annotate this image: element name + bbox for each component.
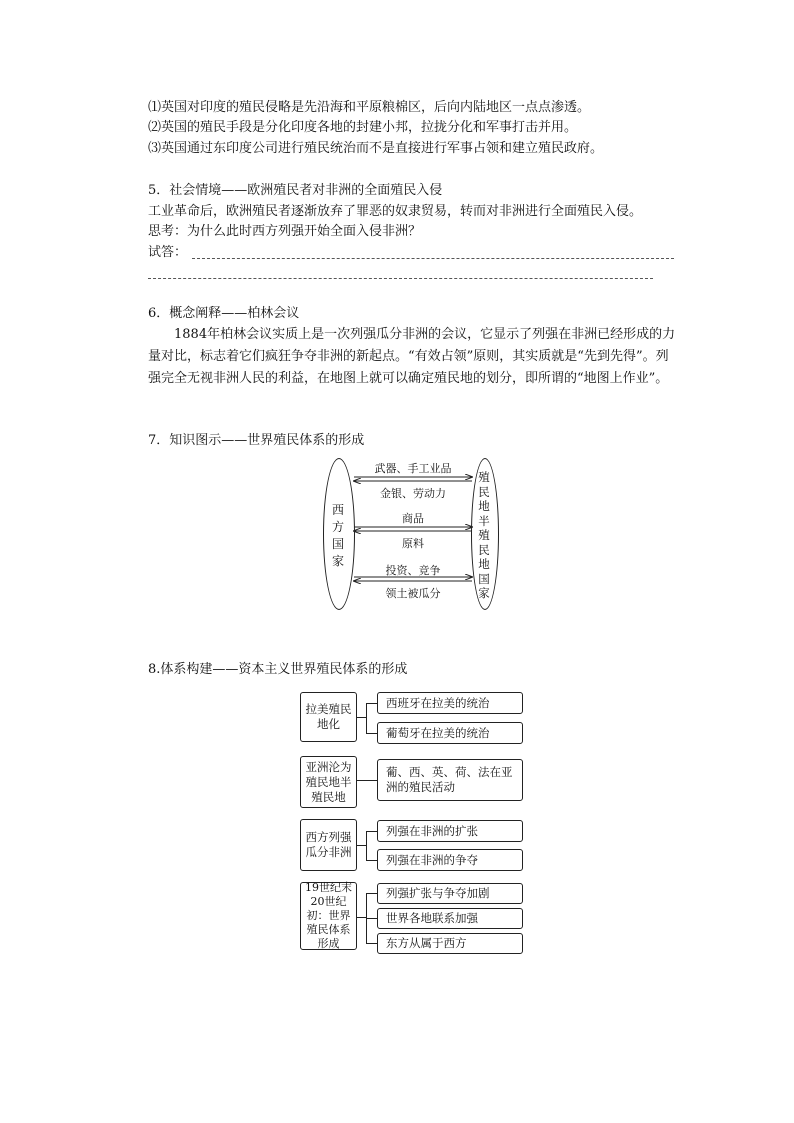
section8-title: 8.体系构建——资本主义世界殖民体系的形成 <box>148 662 408 677</box>
item-portugal-latin-america: 葡萄牙在拉美的统治 <box>377 722 523 744</box>
answer-line-1[interactable] <box>192 258 674 259</box>
section5-title: 5．社会情境——欧洲殖民者对非洲的全面殖民入侵 <box>148 183 443 198</box>
section7-title: 7．知识图示——世界殖民体系的形成 <box>148 433 365 448</box>
colonies-label: 殖民地半殖民地国家 <box>478 470 490 600</box>
section5-line2: 思考：为什么此时西方列强开始全面入侵非洲？ <box>148 224 422 239</box>
intro-point-2: ⑵英国的殖民手段是分化印度各地的封建小邦，拉拢分化和军事打击并用。 <box>148 120 578 135</box>
item-global-connections: 世界各地联系加强 <box>377 908 523 929</box>
group-asia-label: 亚洲沦为殖民地半殖民地 <box>305 759 352 804</box>
group-world-system <box>300 882 357 950</box>
flow-arrows <box>350 455 476 605</box>
flow-label-1-bottom: 金银、劳动力 <box>380 487 446 500</box>
section6-title: 6．概念阐释——柏林会议 <box>148 306 300 321</box>
flow-label-2-bottom: 原料 <box>402 537 424 550</box>
item-expansion-intensified: 列强扩张与争夺加剧 <box>377 883 523 904</box>
group-africa-label: 西方列强瓜分非洲 <box>305 830 352 859</box>
group-world-system-label: 19世纪末20世纪初：世界殖民体系形成 <box>305 881 352 950</box>
group-latin-america-label: 拉美殖民地化 <box>305 702 352 731</box>
group-africa <box>300 819 357 871</box>
item-europeans-in-asia: 葡、西、英、荷、法在亚洲的殖民活动 <box>377 759 523 801</box>
group-asia <box>300 756 357 808</box>
item-east-subordinate: 东方从属于西方 <box>377 933 523 954</box>
flow-label-2-top: 商品 <box>402 512 424 525</box>
section6-text: 1884年柏林会议实质上是一次列强瓜分非洲的会议，它显示了列强在非洲已经形成的力量对比，标志着它们疯狂争夺非洲的新起点。“有效占领”原则，其实质就是“先到先得”。列强完全无视非洲人民的利益，在地图上就可以确定殖民地的划分，即所谓的“地图上作业”。 <box>148 327 676 386</box>
item-africa-expansion: 列强在非洲的扩张 <box>377 820 523 842</box>
item-africa-competition: 列强在非洲的争夺 <box>377 849 523 871</box>
intro-point-1: ⑴英国对印度的殖民侵略是先沿海和平原粮棉区，后向内陆地区一点点渗透。 <box>148 100 591 115</box>
section5-line1: 工业革命后，欧洲殖民者逐渐放弃了罪恶的奴隶贸易，转而对非洲进行全面殖民入侵。 <box>148 204 643 219</box>
intro-point-3: ⑶英国通过东印度公司进行殖民统治而不是直接进行军事占领和建立殖民政府。 <box>148 141 604 156</box>
answer-line-2[interactable] <box>148 278 653 279</box>
group-latin-america <box>300 692 357 742</box>
flow-label-1-top: 武器、手工业品 <box>374 462 452 475</box>
item-spain-latin-america: 西班牙在拉美的统治 <box>377 692 523 714</box>
answer-label: 试答： <box>148 245 188 260</box>
flow-label-3-top: 投资、竞争 <box>385 564 441 577</box>
flow-label-3-bottom: 领土被瓜分 <box>385 587 441 600</box>
western-countries-label: 西方国家 <box>331 503 344 568</box>
